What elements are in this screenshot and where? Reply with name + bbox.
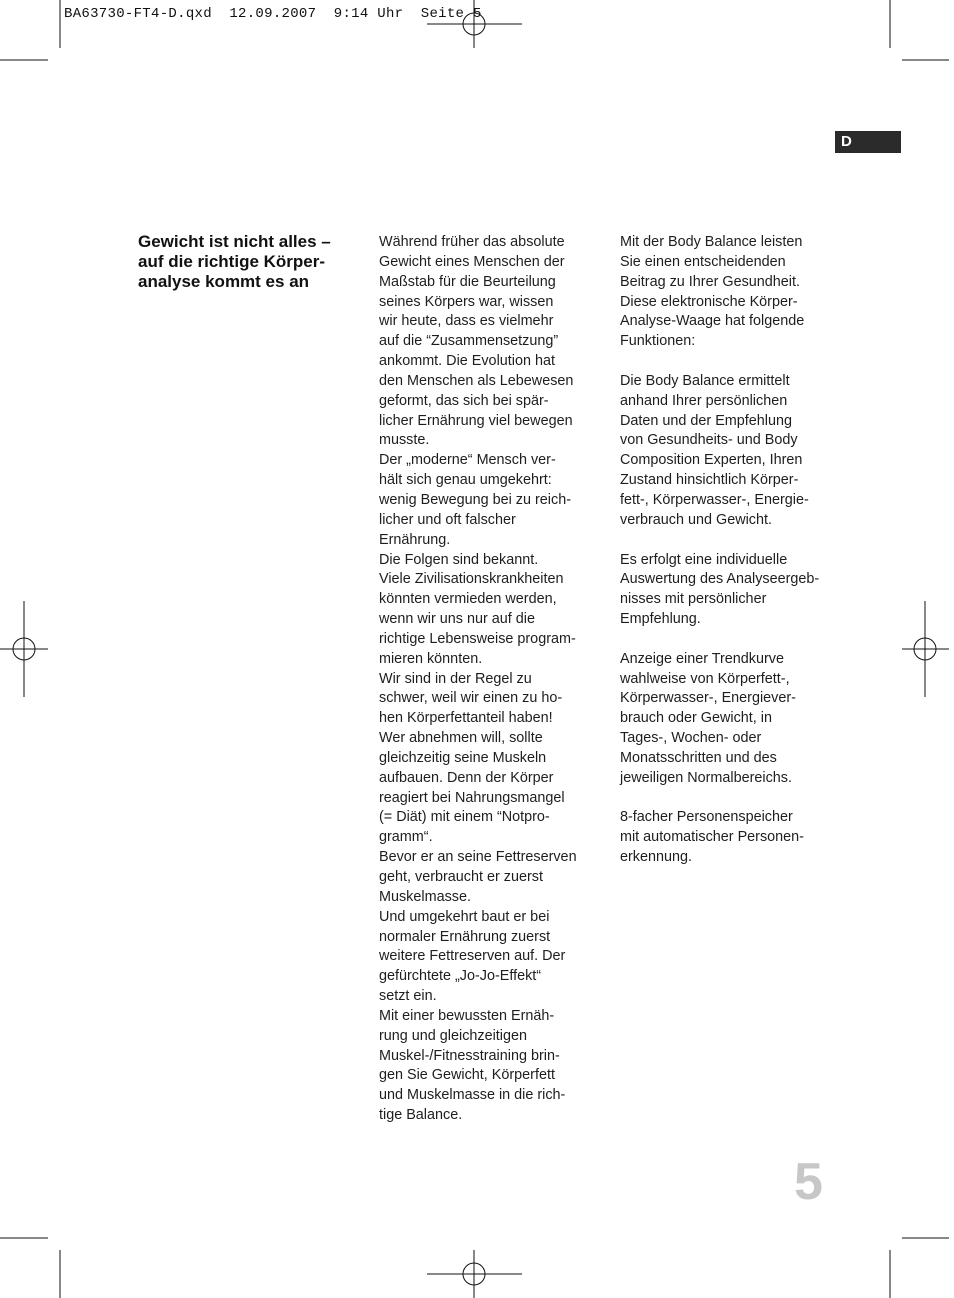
text-line: reagiert bei Nahrungsmangel	[379, 789, 565, 806]
text-line: gramm“.	[379, 829, 433, 846]
text-line: licher und oft falscher	[379, 511, 516, 528]
text-line: (= Diät) mit einem “Notpro-	[379, 809, 550, 826]
text-line: Muskel-/Fitnesstraining brin-	[379, 1047, 560, 1064]
text-line: auf die “Zusammensetzung”	[379, 333, 559, 350]
heading-line: Gewicht ist nicht alles –	[138, 232, 331, 251]
text-line: Analyse-Waage hat folgende	[620, 313, 805, 330]
text-line: Die Body Balance ermittelt	[620, 372, 790, 389]
text-line: Diese elektronische Körper-	[620, 293, 798, 310]
text-line: nisses mit persönlicher	[620, 591, 767, 608]
text-line: richtige Lebensweise program-	[379, 630, 576, 647]
text-line: ankommt. Die Evolution hat	[379, 353, 555, 370]
text-line: Anzeige einer Trendkurve	[620, 650, 784, 667]
text-line: Zustand hinsichtlich Körper-	[620, 472, 799, 489]
text-line: Ernährung.	[379, 531, 451, 548]
text-line: geht, verbraucht er zuerst	[379, 869, 543, 885]
text-line: Funktionen:	[620, 333, 696, 350]
text-line: Composition Experten, Ihren	[620, 452, 803, 469]
text-line: Viele Zivilisationskrankheiten	[379, 571, 564, 588]
text-line: Beitrag zu Ihrer Gesundheit.	[620, 273, 800, 290]
text-line: wahlweise von Körperfett-,	[620, 670, 790, 687]
file-slug: BA63730-FT4-D.qxd 12.09.2007 9:14 Uhr Seite 5	[64, 6, 482, 22]
text-line: gefürchtete „Jo-Jo-Effekt“	[379, 968, 542, 985]
text-line: jeweiligen Normalbereichs.	[620, 769, 792, 786]
text-line: Bevor er an seine Fettreserven	[379, 849, 577, 866]
text-line: weitere Fettreserven auf. Der	[379, 948, 566, 965]
text-line: mit automatischer Personen-	[620, 829, 804, 846]
text-line: Körperwasser-, Energiever-	[620, 690, 796, 707]
text-line: wenn wir uns nur auf die	[379, 611, 535, 628]
text-line: Monatsschritten und des	[620, 749, 777, 766]
text-line: Der „moderne“ Mensch ver-	[379, 452, 556, 469]
heading-line: analyse kommt es an	[138, 272, 310, 291]
text-line: gen Sie Gewicht, Körperfett	[379, 1067, 555, 1084]
paragraph-gap	[620, 352, 845, 372]
text-line: mieren könnten.	[379, 650, 483, 667]
text-line: Tages-, Wochen- oder	[620, 730, 762, 747]
text-line: normaler Ernährung zuerst	[379, 928, 551, 945]
section-heading	[138, 232, 368, 292]
text-line: Daten und der Empfehlung	[620, 412, 793, 429]
text-line: Empfehlung.	[620, 611, 701, 628]
right-text-column	[620, 233, 845, 868]
text-line: schwer, weil wir einen zu ho-	[379, 690, 563, 707]
text-line: brauch oder Gewicht, in	[620, 710, 772, 727]
text-line: 8-facher Personenspeicher	[620, 809, 793, 826]
text-line: geformt, das sich bei spär-	[379, 392, 549, 409]
text-line: Es erfolgt eine individuelle	[620, 551, 788, 568]
paragraph-gap	[620, 531, 845, 551]
text-line: und Muskelmasse in die rich-	[379, 1087, 566, 1104]
text-line: hält sich genau umgekehrt:	[379, 472, 552, 489]
text-line: fett-, Körperwasser-, Energie-	[620, 491, 809, 508]
text-line: seines Körpers war, wissen	[379, 293, 554, 310]
text-line: Mit der Body Balance leisten	[620, 234, 803, 250]
text-line: wir heute, dass es vielmehr	[379, 313, 554, 330]
page-number: 5	[794, 1153, 823, 1211]
text-line: den Menschen als Lebewesen	[379, 372, 574, 389]
text-line: anhand Ihrer persönlichen	[620, 392, 788, 409]
text-line: Wir sind in der Regel zu	[379, 670, 532, 687]
text-line: verbrauch und Gewicht.	[620, 511, 772, 528]
middle-text-column	[379, 233, 604, 1126]
text-line: von Gesundheits- und Body	[620, 432, 798, 449]
text-line: Maßstab für die Beurteilung	[379, 273, 556, 290]
paragraph-gap	[620, 630, 845, 650]
text-line: licher Ernährung viel bewegen	[379, 412, 573, 429]
text-line: musste.	[379, 432, 430, 449]
text-line: Sie einen entscheidenden	[620, 253, 786, 270]
text-line: tige Balance.	[379, 1107, 463, 1124]
heading-line: auf die richtige Körper-	[138, 252, 326, 271]
text-line: Auswertung des Analyseergeb-	[620, 571, 820, 588]
paragraph-gap	[620, 789, 845, 809]
text-line: gleichzeitig seine Muskeln	[379, 749, 547, 766]
text-line: Mit einer bewussten Ernäh-	[379, 1007, 555, 1024]
text-line: wenig Bewegung bei zu reich-	[379, 491, 571, 508]
text-line: setzt ein.	[379, 988, 437, 1005]
text-line: Wer abnehmen will, sollte	[379, 730, 543, 747]
text-line: Muskelmasse.	[379, 888, 471, 905]
text-line: Während früher das absolute	[379, 234, 565, 250]
text-line: Die Folgen sind bekannt.	[379, 551, 539, 568]
text-line: Gewicht eines Menschen der	[379, 253, 565, 270]
text-line: rung und gleichzeitigen	[379, 1027, 528, 1044]
text-line: könnten vermieden werden,	[379, 591, 557, 608]
text-line: erkennung.	[620, 849, 693, 866]
language-tab: D	[835, 131, 901, 153]
text-line: hen Körperfettanteil haben!	[379, 710, 553, 727]
text-line: Und umgekehrt baut er bei	[379, 908, 550, 925]
text-line: aufbauen. Denn der Körper	[379, 769, 554, 786]
